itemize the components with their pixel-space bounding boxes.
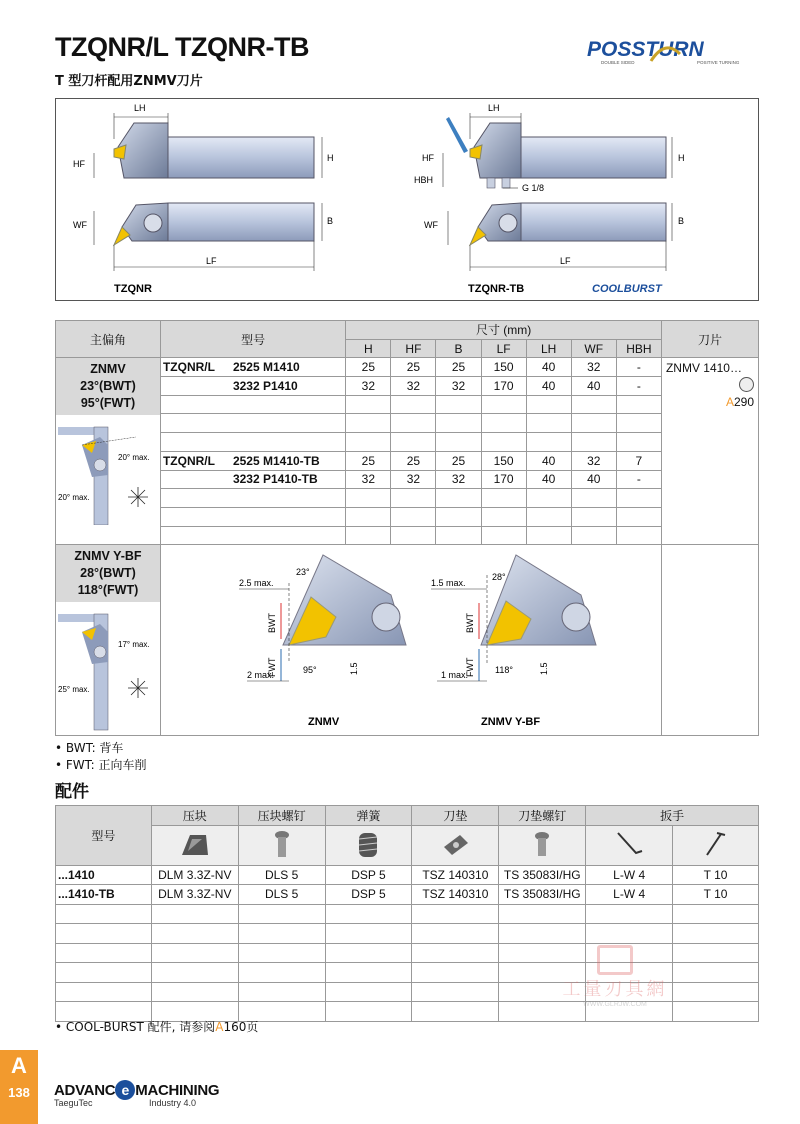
insert-icon — [739, 377, 754, 392]
shim-icon — [412, 825, 499, 865]
spec-table: 主偏角 型号 尺寸 (mm) 刀片 H HF B LF LH WF HBH ZNMV 23°(BWT) 95°(FWT) 20° max. 20° max. TZQNR/L 2525 M1410 25 25 25 150 40 32 - ZNMV 1410… A290 3232 P1410 32 32 32 170 40 40 - TZQNR/L 2525 M1410-TB 25 25 25 150 40 32 7 3232 P1410-TB 32 32 32 170 40 40 - ZNMV Y-BF 28°(BWT) 118°(FWT) 17° max. 25° max. 2.5 max. 23° BWT FWT 2 max. 95° 1.5 ZNMV 1.5 max. 28° BWT FWT 1 max. 118° 1.5 ZNMV Y-BF — [55, 320, 759, 736]
svg-text:LF: LF — [206, 256, 217, 266]
col-b: B — [436, 339, 481, 358]
znmv-ybf-insert-detail — [431, 555, 596, 728]
svg-text:1.5 max.: 1.5 max. — [430, 578, 466, 589]
svg-text:HBH: HBH — [414, 175, 434, 185]
svg-text:2.5 max.: 2.5 max. — [238, 578, 274, 589]
svg-text:28°: 28° — [491, 572, 506, 583]
svg-text:H: H — [327, 153, 334, 163]
coolburst-logo: COOLBURST — [592, 283, 662, 295]
clamp-icon — [151, 825, 238, 865]
svg-text:B: B — [327, 216, 334, 226]
posssturn-logo — [585, 34, 760, 66]
header-insert: 刀片 — [661, 321, 758, 358]
svg-text:LH: LH — [488, 103, 500, 113]
acc-header-model: 型号 — [56, 806, 152, 866]
svg-text:20° max.: 20° max. — [118, 453, 151, 463]
page-subtitle: T 型刀杆配用ZNMV刀片 — [55, 74, 203, 89]
svg-text:ZNMV: ZNMV — [307, 716, 340, 729]
svg-text:HF: HF — [73, 159, 85, 169]
t-wrench-icon — [673, 825, 759, 865]
svg-text:HF: HF — [422, 153, 434, 163]
caption-tzqnr: TZQNR — [114, 283, 152, 295]
svg-text:1 max.: 1 max. — [440, 670, 468, 681]
znmv-insert-detail — [239, 555, 406, 728]
svg-text:1.5: 1.5 — [348, 662, 359, 676]
col-lf: LF — [481, 339, 526, 358]
tzqnr-side-view — [73, 103, 334, 178]
svg-text:ZNMV Y-BF: ZNMV Y-BF — [480, 716, 541, 729]
watermark: 工量刃具網 WWW.GLRJW.COM — [540, 945, 690, 1008]
header-model: 型号 — [160, 321, 345, 358]
watermark-icon — [597, 945, 633, 975]
logo-text: POSSTURN — [587, 38, 704, 61]
svg-text:WF: WF — [73, 220, 87, 230]
svg-text:20° max.: 20° max. — [58, 493, 91, 503]
clamp-screw-icon — [238, 825, 325, 865]
header-dims: 尺寸 (mm) — [346, 321, 662, 340]
page-title: TZQNR/L TZQNR-TB — [55, 32, 309, 62]
group1-diagram — [56, 415, 159, 525]
col-hf: HF — [391, 339, 436, 358]
col-h: H — [346, 339, 391, 358]
tzqnr-tb-side-view — [414, 103, 685, 193]
tzqnr-tb-top-view — [424, 203, 684, 295]
group2-cell: ZNMV Y-BF 28°(BWT) 118°(FWT) 17° max. 25° max. — [56, 545, 161, 736]
shim-screw-icon — [499, 825, 586, 865]
svg-text:POSITIVE TURNING: POSITIVE TURNING — [697, 60, 740, 65]
svg-text:BWT: BWT — [266, 613, 277, 634]
spring-icon — [325, 825, 412, 865]
svg-text:DOUBLE SIDED: DOUBLE SIDED — [601, 60, 635, 65]
group2-diagram — [56, 602, 159, 732]
svg-text:FWT: FWT — [266, 657, 277, 678]
header-approach: 主偏角 — [56, 321, 161, 358]
svg-text:G 1/8: G 1/8 — [522, 183, 545, 193]
svg-text:BWT: BWT — [464, 613, 475, 634]
note-bwt: • BWT: 背车 — [55, 741, 124, 755]
group1-cell: ZNMV 23°(BWT) 95°(FWT) 20° max. 20° max. — [56, 358, 161, 545]
col-lh: LH — [526, 339, 571, 358]
svg-text:WF: WF — [424, 220, 438, 230]
caption-tzqnr-tb: TZQNR-TB — [468, 283, 525, 295]
col-hbh: HBH — [616, 339, 661, 358]
l-wrench-icon — [586, 825, 673, 865]
svg-text:1.5: 1.5 — [538, 662, 549, 676]
note-fwt: • FWT: 正向车削 — [55, 758, 147, 772]
svg-text:B: B — [678, 216, 685, 226]
drawing-panel — [55, 98, 759, 301]
section-tab: A 138 — [0, 1050, 38, 1124]
accessories-table: 型号 压块 压块螺钉 弹簧 刀垫 刀垫螺钉 扳手 ...1410 DLM 3.3Z-NV DLS 5 DSP 5 TSZ 140310 TS 35083I/HG L-W 4 T 10 ...1410-TB DLM 3.3Z-NV DLS 5 DSP 5 TSZ 140310 TS 35083I/HG L-W 4 T 10 — [55, 805, 759, 1022]
svg-text:LH: LH — [134, 103, 146, 113]
footer-brand: ADVANC e MACHINING TaeguTec Industry 4.0 — [54, 1082, 220, 1108]
svg-text:FWT: FWT — [464, 657, 475, 678]
col-wf: WF — [571, 339, 616, 358]
svg-text:23°: 23° — [295, 567, 310, 578]
group2-detail — [160, 545, 661, 736]
tzqnr-top-view — [73, 203, 333, 295]
accessories-title: 配件 — [55, 782, 89, 802]
svg-text:118°: 118° — [494, 665, 513, 676]
svg-text:LF: LF — [560, 256, 571, 266]
svg-text:17° max.: 17° max. — [118, 640, 151, 650]
note-coolburst: • COOL-BURST 配件, 请参阅A160页 — [55, 1020, 259, 1034]
svg-text:2 max.: 2 max. — [246, 670, 274, 681]
svg-text:25° max.: 25° max. — [58, 685, 91, 695]
svg-text:H: H — [678, 153, 685, 163]
insert-cell: ZNMV 1410… A290 — [661, 358, 758, 545]
svg-text:95°: 95° — [302, 665, 317, 676]
